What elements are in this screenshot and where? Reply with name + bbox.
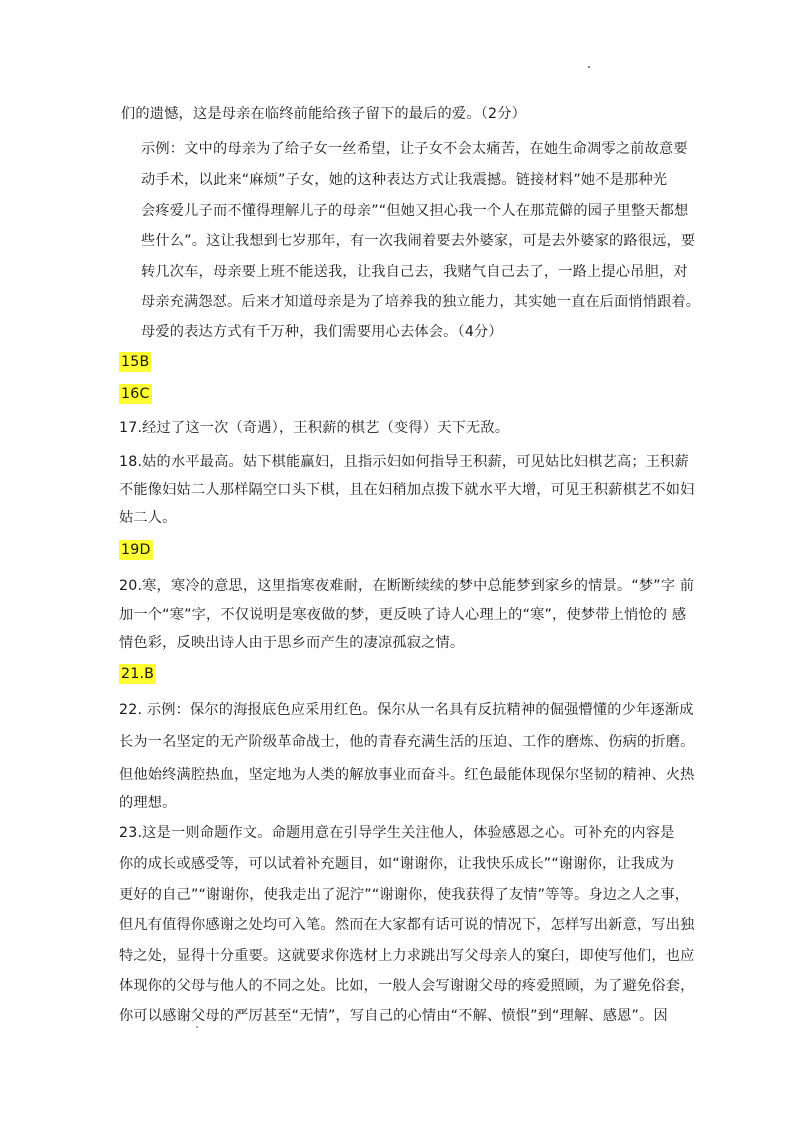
highlighted-answer: 16C bbox=[121, 386, 150, 402]
text-line: 18.姑的水平最高。姑下棋能赢妇，且指示妇如何指导王积薪，可见姑比妇棋艺高；王积薪 bbox=[119, 454, 689, 470]
text-line: 你的成长或感受等，可以试着补充题目，如“谢谢你，让我快乐成长”“谢谢你，让我成为 bbox=[119, 856, 674, 872]
text-line: 更好的自己”“谢谢你，使我走出了泥泞”“谢谢你，使我获得了友情”等等。身边之人之事， bbox=[119, 887, 690, 903]
text-line: 姑二人。 bbox=[119, 510, 177, 526]
highlighted-answer: 21.B bbox=[121, 666, 155, 682]
highlighted-answer: 15B bbox=[121, 354, 150, 370]
text-line: 情色彩，反映出诗人由于思乡而产生的凄凉孤寂之情。 bbox=[119, 635, 465, 651]
text-line: 但他始终满腔热血，坚定地为人类的解放事业而奋斗。红色最能体现保尔坚韧的精神、火热 bbox=[119, 767, 695, 783]
text-line: 母亲充满怨怼。后来才知道母亲是为了培养我的独立能力，其实她一直在后面悄悄跟着。 bbox=[141, 294, 701, 310]
page-mark bbox=[588, 66, 590, 68]
text-line: 们的遗憾，这是母亲在临终前能给孩子留下的最后的爱。（2分） bbox=[121, 106, 526, 122]
text-line: 示例：文中的母亲为了给子女一丝希望，让子女不会太痛苦，在她生命凋零之前故意要 bbox=[141, 141, 688, 157]
answer-line bbox=[119, 352, 151, 372]
highlighted-answer: 19D bbox=[121, 542, 151, 558]
text-line: 转几次车，母亲要上班不能送我，让我自己去，我赌气自己去了，一路上提心吊胆，对 bbox=[141, 264, 688, 280]
answer-line bbox=[119, 384, 152, 404]
text-line: 会疼爱儿子而不懂得理解儿子的母亲”“但她又担心我一个人在那荒僻的园子里整天都想 bbox=[141, 203, 689, 219]
text-line: 母爱的表达方式有千万种，我们需要用心去体会。（4分） bbox=[141, 324, 503, 340]
text-line: 23.这是一则命题作文。命题用意在引导学生关注他人，体验感恩之心。可补充的内容是 bbox=[119, 825, 675, 841]
text-line: 20.寒，寒冷的意思，这里指寒夜难耐，在断断续续的梦中总能梦到家乡的情景。“梦”字 前 bbox=[119, 578, 695, 594]
text-line: 体现你的父母与他人的不同之处。比如，一般人会写谢谢父母的疼爱照顾，为了避免俗套， bbox=[119, 978, 695, 994]
text-line: 特之处，显得十分重要。这就要求你选材上力求跳出写父母亲人的窠臼，即使写他们，也应 bbox=[119, 948, 695, 964]
text-line: 不能像妇姑二人那样隔空口头下棋，且在妇稍加点拨下就水平大增，可见王积薪棋艺不如妇 bbox=[119, 482, 695, 498]
text-line: 你可以感谢父母的严厉甚至“无情”，写自己的心情由“不解、愤恨”到“理解、感恩”。因 bbox=[119, 1008, 668, 1024]
answer-line bbox=[119, 540, 153, 560]
text-line: 些什么”。这让我想到七岁那年，有一次我闹着要去外婆家，可是去外婆家的路很远，要 bbox=[141, 233, 696, 249]
text-line: 长为一名坚定的无产阶级革命战士，他的青春充满生活的压迫、工作的磨炼、伤病的折磨。 bbox=[119, 734, 695, 750]
text-line: 17.经过了这一次（奇遇），王积薪的棋艺（变得）天下无敌。 bbox=[119, 420, 510, 436]
text-line: 加一个“寒”字，不仅说明是寒夜做的梦，更反映了诗人心理上的“寒”，使梦带上悄怆的 感 bbox=[119, 607, 687, 623]
text-line: 22. 示例：保尔的海报底色应采用红色。保尔从一名具有反抗精神的倔强懵懂的少年逐渐成 bbox=[119, 702, 694, 718]
text-line: 动手术，以此来“麻烦”子女，她的这种表达方式让我震撼。链接材料”她不是那种光 bbox=[141, 172, 668, 188]
page-mark bbox=[196, 1026, 198, 1028]
answer-line bbox=[119, 664, 156, 684]
text-line: 的理想。 bbox=[119, 795, 177, 811]
text-line: 但凡有值得你感谢之处均可入笔。然而在大家都有话可说的情况下，怎样写出新意，写出独 bbox=[119, 917, 695, 933]
